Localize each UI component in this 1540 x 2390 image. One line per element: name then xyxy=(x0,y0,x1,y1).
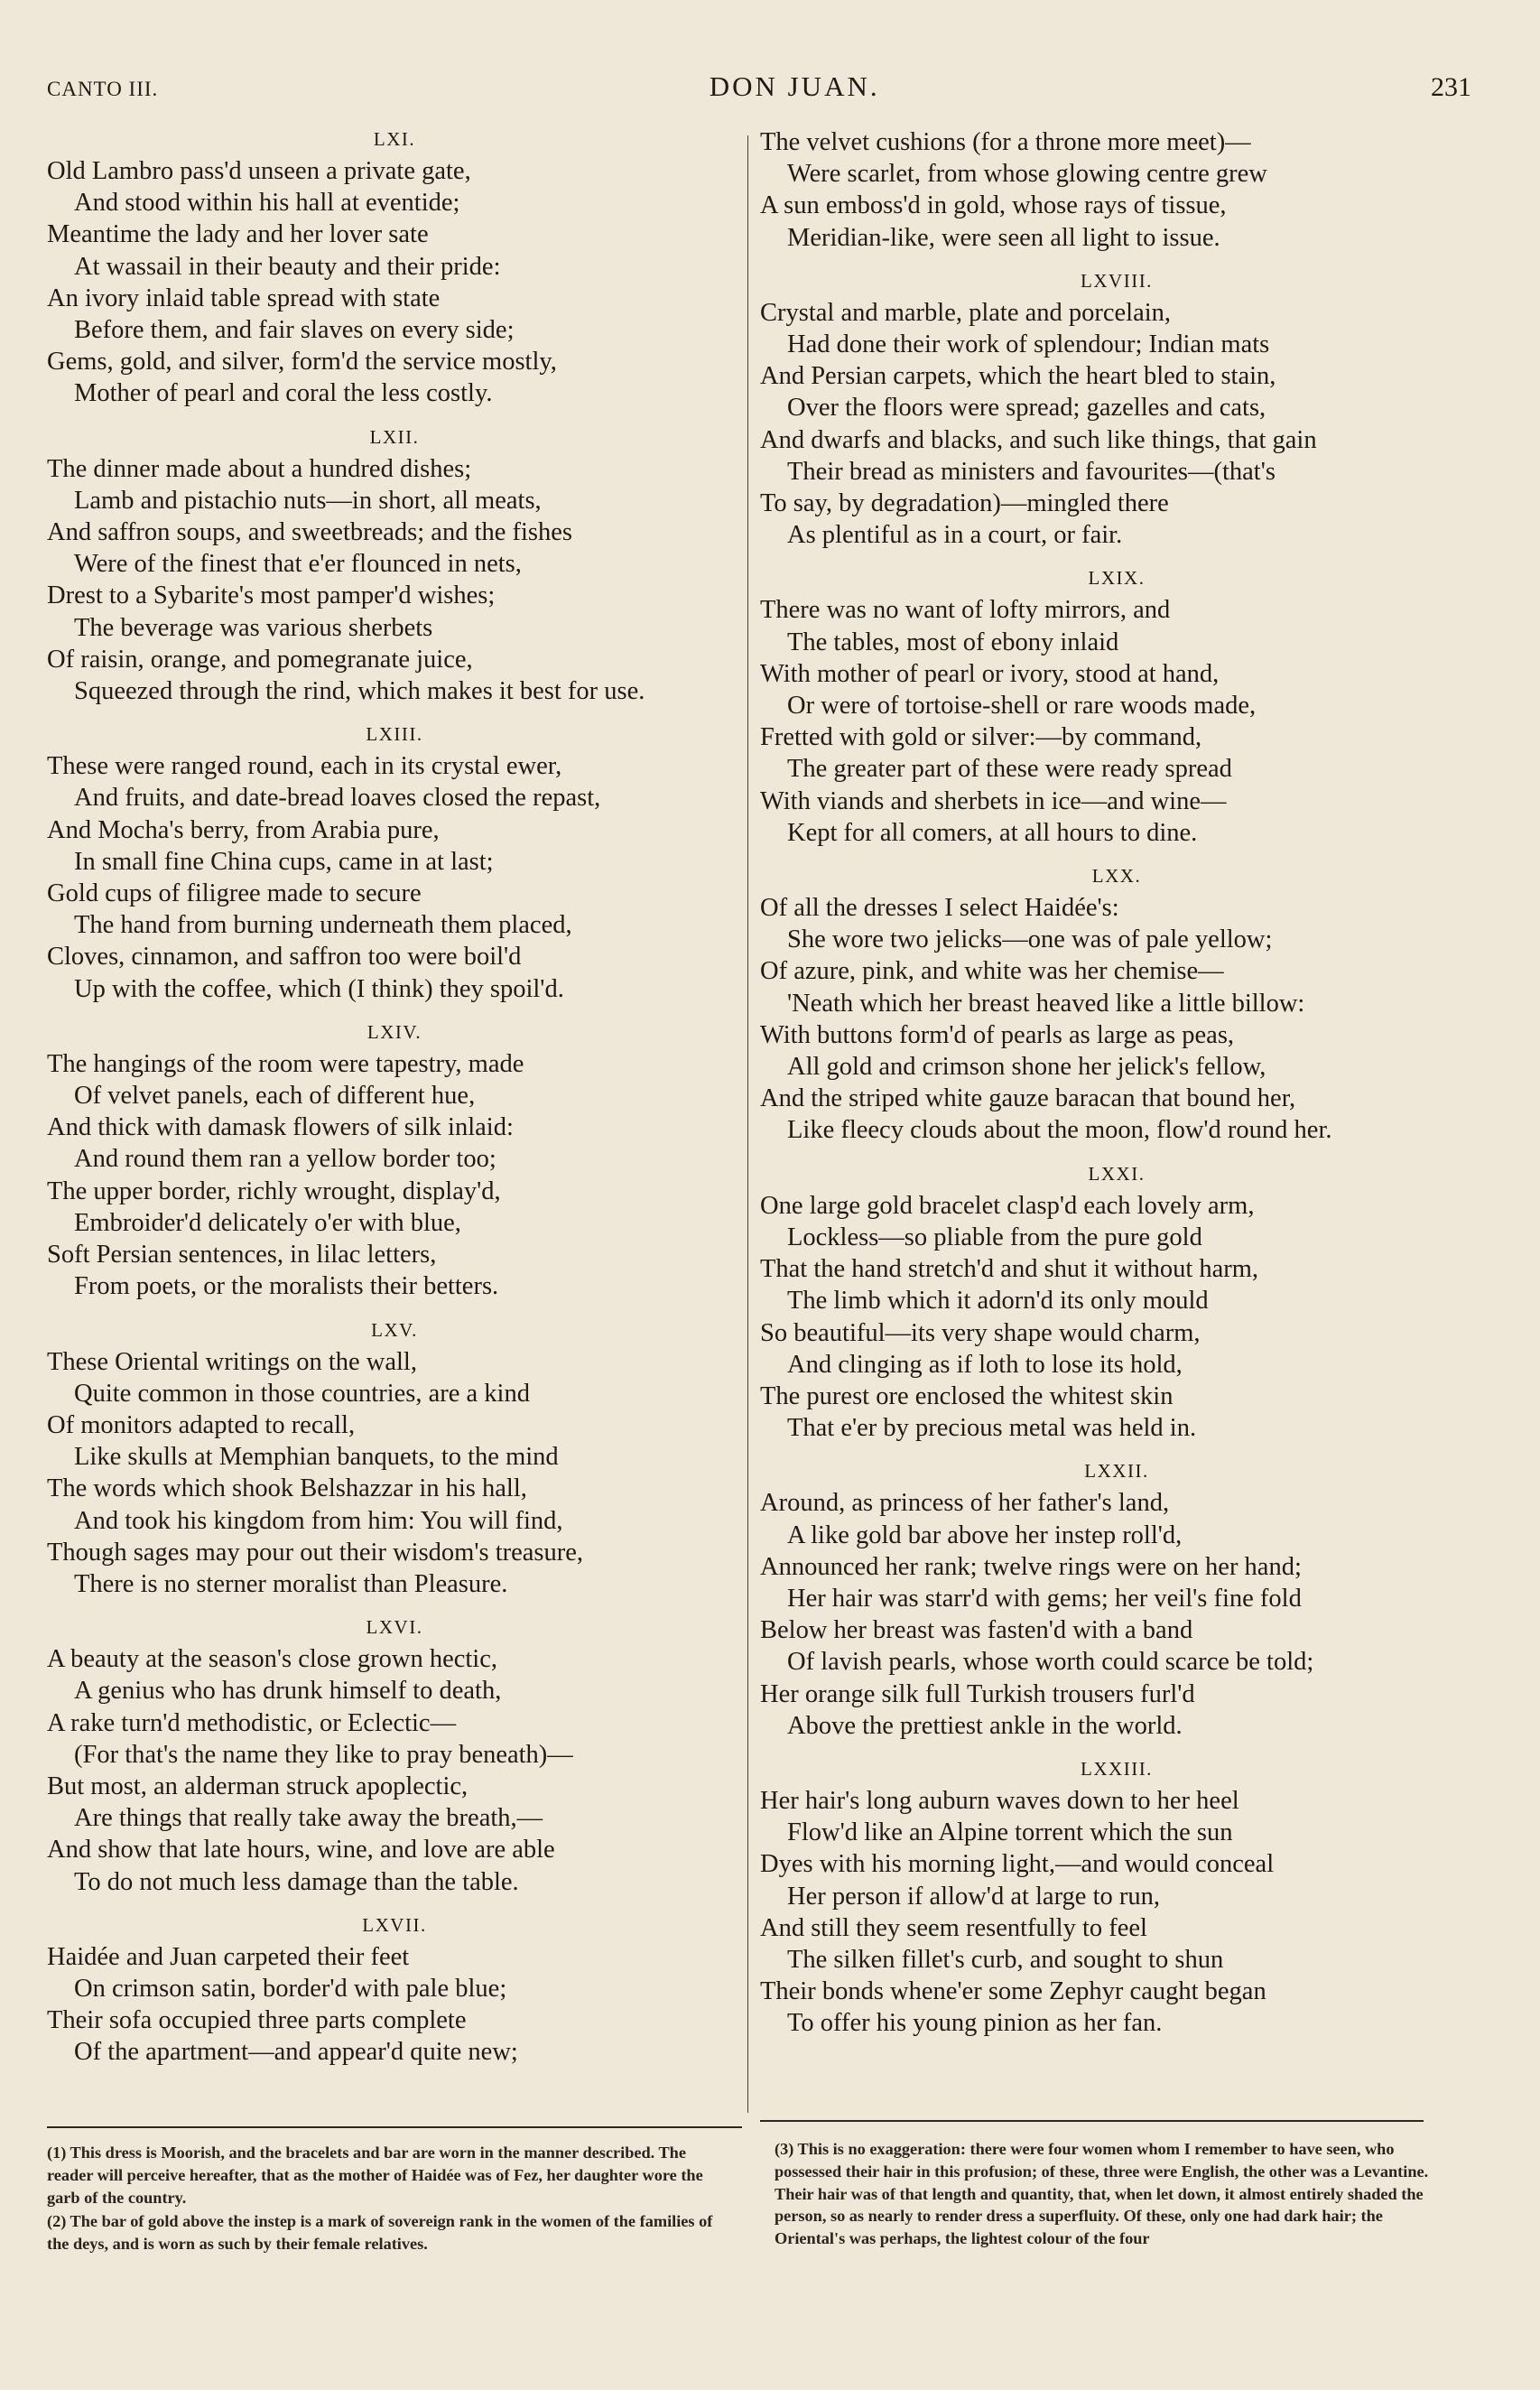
footnote-rule-left xyxy=(47,2126,742,2128)
verse-line: And the striped white gauze baracan that bound her, xyxy=(760,1084,1296,1113)
verse-line: And dwarfs and blacks, and such like things, that gain xyxy=(760,425,1317,454)
stanza xyxy=(760,268,1473,552)
verse-line: Are things that really take away the breath,— xyxy=(74,1804,543,1833)
stanza-number: LXVII. xyxy=(362,1913,427,1936)
verse-line: Lamb and pistachio nuts—in short, all meats, xyxy=(74,486,542,515)
verse-line: Like skulls at Memphian banquets, to the mind xyxy=(74,1443,559,1472)
footnote-rule-right xyxy=(760,2120,1424,2122)
verse-line: Dyes with his morning light,—and would conceal xyxy=(760,1850,1275,1879)
stanza xyxy=(47,1019,742,1303)
verse-line: Though sages may pour out their wisdom's treasure, xyxy=(47,1538,584,1567)
verse-line: The tables, most of ebony inlaid xyxy=(787,628,1119,656)
stanza xyxy=(47,126,742,410)
verse-line: The upper border, richly wrought, display'd, xyxy=(47,1176,501,1205)
verse-line: And Persian carpets, which the heart bled to stain, xyxy=(760,362,1276,391)
verse-line: Flow'd like an Alpine torrent which the sun xyxy=(787,1818,1233,1847)
verse-line: And thick with damask flowers of silk inlaid: xyxy=(47,1113,514,1142)
verse-line: And Mocha's berry, from Arabia pure, xyxy=(47,815,440,844)
stanza xyxy=(760,1458,1473,1742)
verse-line: Gold cups of filigree made to secure xyxy=(47,879,422,908)
verse-line: An ivory inlaid table spread with state xyxy=(47,284,441,312)
verse-line: Meridian-like, were seen all light to issue. xyxy=(787,223,1220,252)
verse-line: The limb which it adorn'd its only mould xyxy=(787,1287,1209,1316)
stanza xyxy=(760,1161,1473,1445)
canto-label: CANTO III. xyxy=(47,78,159,100)
stanza xyxy=(47,721,742,1005)
verse-line: But most, an alderman struck apoplectic, xyxy=(47,1772,468,1800)
verse-line: Their bonds whene'er some Zephyr caught began xyxy=(760,1977,1266,2006)
verse-line: One large gold bracelet clasp'd each lovely arm, xyxy=(760,1191,1255,1220)
verse-line: At wassail in their beauty and their pride: xyxy=(74,252,501,281)
column-divider xyxy=(747,135,748,2113)
verse-line: These were ranged round, each in its crystal ewer, xyxy=(47,752,562,781)
verse-line: Mother of pearl and coral the less costly. xyxy=(74,379,493,408)
verse-line: The hand from burning underneath them placed, xyxy=(74,911,572,940)
verse-line: With viands and sherbets in ice—and wine— xyxy=(760,786,1227,815)
verse-line: She wore two jelicks—one was of pale yellow; xyxy=(787,925,1273,954)
verse-line: Of monitors adapted to recall, xyxy=(47,1410,356,1439)
verse-line: Squeezed through the rind, which makes it best for use. xyxy=(74,677,645,706)
verse-line: On crimson satin, border'd with pale blue; xyxy=(74,1974,507,2003)
verse-line: Quite common in those countries, are a kind xyxy=(74,1379,530,1408)
verse-line: That e'er by precious metal was held in. xyxy=(787,1414,1197,1443)
verse-line: Up with the coffee, which (I think) they spoil'd. xyxy=(74,974,564,1003)
verse-line: Cloves, cinnamon, and saffron too were boil'd xyxy=(47,943,522,972)
running-head xyxy=(47,70,1471,107)
verse-line: To offer his young pinion as her fan. xyxy=(787,2009,1163,2038)
stanza-number: LXXIII. xyxy=(1081,1757,1153,1780)
verse-line: A genius who has drunk himself to death, xyxy=(74,1677,502,1706)
verse-line: Over the floors were spread; gazelles and cats, xyxy=(787,394,1266,423)
verse-line: In small fine China cups, came in at last; xyxy=(74,847,494,876)
verse-line: These Oriental writings on the wall, xyxy=(47,1347,417,1376)
verse-line: That the hand stretch'd and shut it without harm, xyxy=(760,1255,1259,1284)
verse-line: And clinging as if loth to lose its hold, xyxy=(787,1350,1183,1379)
verse-line: The greater part of these were ready spread xyxy=(787,755,1232,784)
verse-line: The velvet cushions (for a throne more meet)— xyxy=(760,128,1251,156)
stanza xyxy=(47,1912,742,2069)
verse-line: And took his kingdom from him: You will find, xyxy=(74,1506,563,1535)
verse-line: From poets, or the moralists their betters. xyxy=(74,1272,499,1301)
verse-line: Soft Persian sentences, in lilac letters, xyxy=(47,1241,437,1269)
verse-line: The beverage was various sherbets xyxy=(74,613,433,642)
stanza xyxy=(47,424,742,708)
stanza-number: LXIX. xyxy=(1088,567,1146,590)
verse-line: Around, as princess of her father's land, xyxy=(760,1489,1170,1518)
stanza-number: LXV. xyxy=(371,1318,418,1341)
stanza xyxy=(760,565,1473,849)
verse-line: Lockless—so pliable from the pure gold xyxy=(787,1223,1202,1251)
verse-line: Of lavish pearls, whose worth could scarce be told; xyxy=(787,1648,1314,1677)
footnote-1: (1) This dress is Moorish, and the bracelets and bar are worn in the manner described. The reader will perceive hereafter, that as the mother of Haidée was of Fez, her daughter wore the garb of the country. xyxy=(47,2144,703,2207)
verse-line: And round them ran a yellow border too; xyxy=(74,1145,496,1174)
verse-line: Their bread as ministers and favourites—(that's xyxy=(787,457,1276,486)
verse-line: Below her breast was fasten'd with a band xyxy=(760,1616,1193,1645)
verse-line: And saffron soups, and sweetbreads; and the fishes xyxy=(47,518,573,547)
footnote-3: (3) This is no exaggeration: there were four women whom I remember to have seen, who possessed their hair in this profusion; of these, three were English, the other was a Levantine. Their hair was of that length and quantity, that, when let down, it almost entirely shaded the person, so as nearly to render dress a superfluity. Of these, only one had dark hair; the Oriental's was perhaps, the lightest colour of the four xyxy=(775,2140,1429,2248)
verse-line: A sun emboss'd in gold, whose rays of tissue, xyxy=(760,191,1227,220)
verse-line: As plentiful as in a court, or fair. xyxy=(787,521,1123,550)
stanza xyxy=(47,1614,742,1898)
verse-line: A like gold bar above her instep roll'd, xyxy=(787,1520,1183,1549)
verse-line: Were scarlet, from whose glowing centre grew xyxy=(787,160,1267,189)
verse-line: A rake turn'd methodistic, or Eclectic— xyxy=(47,1708,457,1737)
verse-line: Her hair was starr'd with gems; her veil's fine fold xyxy=(787,1584,1302,1613)
verse-line: To say, by degradation)—mingled there xyxy=(760,489,1169,518)
stanza-number: LXVI. xyxy=(366,1616,423,1639)
verse-line: Embroider'd delicately o'er with blue, xyxy=(74,1208,461,1237)
verse-line: The dinner made about a hundred dishes; xyxy=(47,454,472,483)
verse-line: Had done their work of splendour; Indian mats xyxy=(787,330,1270,359)
stanza xyxy=(760,863,1473,1147)
verse-line: To do not much less damage than the table. xyxy=(74,1867,519,1896)
verse-line: So beautiful—its very shape would charm, xyxy=(760,1318,1201,1347)
verse-line: Of azure, pink, and white was her chemise— xyxy=(760,957,1224,986)
verse-line: Her hair's long auburn waves down to her heel xyxy=(760,1786,1239,1815)
verse-line: Or were of tortoise-shell or rare woods made, xyxy=(787,692,1257,721)
verse-line: Were of the finest that e'er flounced in nets, xyxy=(74,550,522,579)
stanza-number: LXX. xyxy=(1091,865,1142,888)
verse-line: With mother of pearl or ivory, stood at hand, xyxy=(760,659,1220,688)
stanza-number: LXXII. xyxy=(1084,1460,1149,1483)
stanza-number: LXIV. xyxy=(366,1020,422,1043)
verse-line: Of all the dresses I select Haidée's: xyxy=(760,894,1119,923)
verse-line: Announced her rank; twelve rings were on her hand; xyxy=(760,1552,1302,1581)
stanza xyxy=(760,1756,1473,2040)
verse-line: Meantime the lady and her lover sate xyxy=(47,220,429,249)
verse-line: Haidée and Juan carpeted their feet xyxy=(47,1942,410,1971)
page-number: 231 xyxy=(1431,72,1471,102)
stanza-number: LXIII. xyxy=(366,723,423,746)
verse-line: Drest to a Sybarite's most pamper'd wishes; xyxy=(47,581,496,610)
verse-line: Of raisin, orange, and pomegranate juice, xyxy=(47,645,473,674)
verse-line: All gold and crimson shone her jelick's fellow, xyxy=(787,1053,1266,1082)
verse-line: Above the prettiest ankle in the world. xyxy=(787,1711,1183,1740)
verse-line: Fretted with gold or silver:—by command, xyxy=(760,723,1202,752)
right-column xyxy=(760,126,1473,2054)
verse-line: Kept for all comers, at all hours to dine. xyxy=(787,818,1198,847)
verse-line: Crystal and marble, plate and porcelain, xyxy=(760,298,1172,327)
left-column xyxy=(47,126,742,2083)
verse-line: Of velvet panels, each of different hue, xyxy=(74,1082,476,1111)
verse-line: Before them, and fair slaves on every side; xyxy=(74,316,515,345)
verse-line: And stood within his hall at eventide; xyxy=(74,189,460,218)
verse-line: And fruits, and date-bread loaves closed the repast, xyxy=(74,784,601,813)
stanza xyxy=(47,1317,742,1601)
page-title: DON JUAN. xyxy=(709,70,880,102)
verse-line: (For that's the name they like to pray beneath)— xyxy=(74,1740,573,1769)
stanza-number: LXII. xyxy=(369,425,420,448)
verse-line: Their sofa occupied three parts complete xyxy=(47,2006,467,2035)
verse-line: The purest ore enclosed the whitest skin xyxy=(760,1381,1174,1410)
verse-line: Of the apartment—and appear'd quite new; xyxy=(74,2038,518,2067)
verse-line: The words which shook Belshazzar in his hall, xyxy=(47,1474,527,1503)
stanza-number: LXXI. xyxy=(1088,1162,1146,1185)
verse-line: There is no sterner moralist than Pleasure. xyxy=(74,1569,508,1598)
stanza-number: LXVIII. xyxy=(1081,269,1153,292)
verse-line: 'Neath which her breast heaved like a little billow: xyxy=(787,989,1305,1018)
verse-line: A beauty at the season's close grown hectic, xyxy=(47,1645,497,1674)
verse-line: There was no want of lofty mirrors, and xyxy=(760,596,1171,625)
verse-line: And show that late hours, wine, and love are able xyxy=(47,1836,555,1865)
verse-line: Like fleecy clouds about the moon, flow'd round her. xyxy=(787,1116,1332,1145)
verse-line: Her orange silk full Turkish trousers furl'd xyxy=(760,1679,1195,1708)
footnote-2: (2) The bar of gold above the instep is a mark of sovereign rank in the women of the families of the deys, and is worn as such by their female relatives. xyxy=(47,2212,713,2254)
verse-line: Old Lambro pass'd unseen a private gate, xyxy=(47,157,471,185)
verse-line: The silken fillet's curb, and sought to shun xyxy=(787,1945,1224,1974)
verse-line: The hangings of the room were tapestry, made xyxy=(47,1049,524,1078)
footnotes-right xyxy=(775,2138,1435,2250)
verse-line: Gems, gold, and silver, form'd the service mostly, xyxy=(47,348,557,377)
stanza xyxy=(760,126,1473,254)
verse-line: With buttons form'd of pearls as large as peas, xyxy=(760,1020,1235,1049)
stanza-number: LXI. xyxy=(373,128,416,150)
verse-line: Her person if allow'd at large to run, xyxy=(787,1882,1160,1911)
verse-line: And still they seem resentfully to feel xyxy=(760,1913,1147,1942)
footnotes-left xyxy=(47,2142,733,2255)
